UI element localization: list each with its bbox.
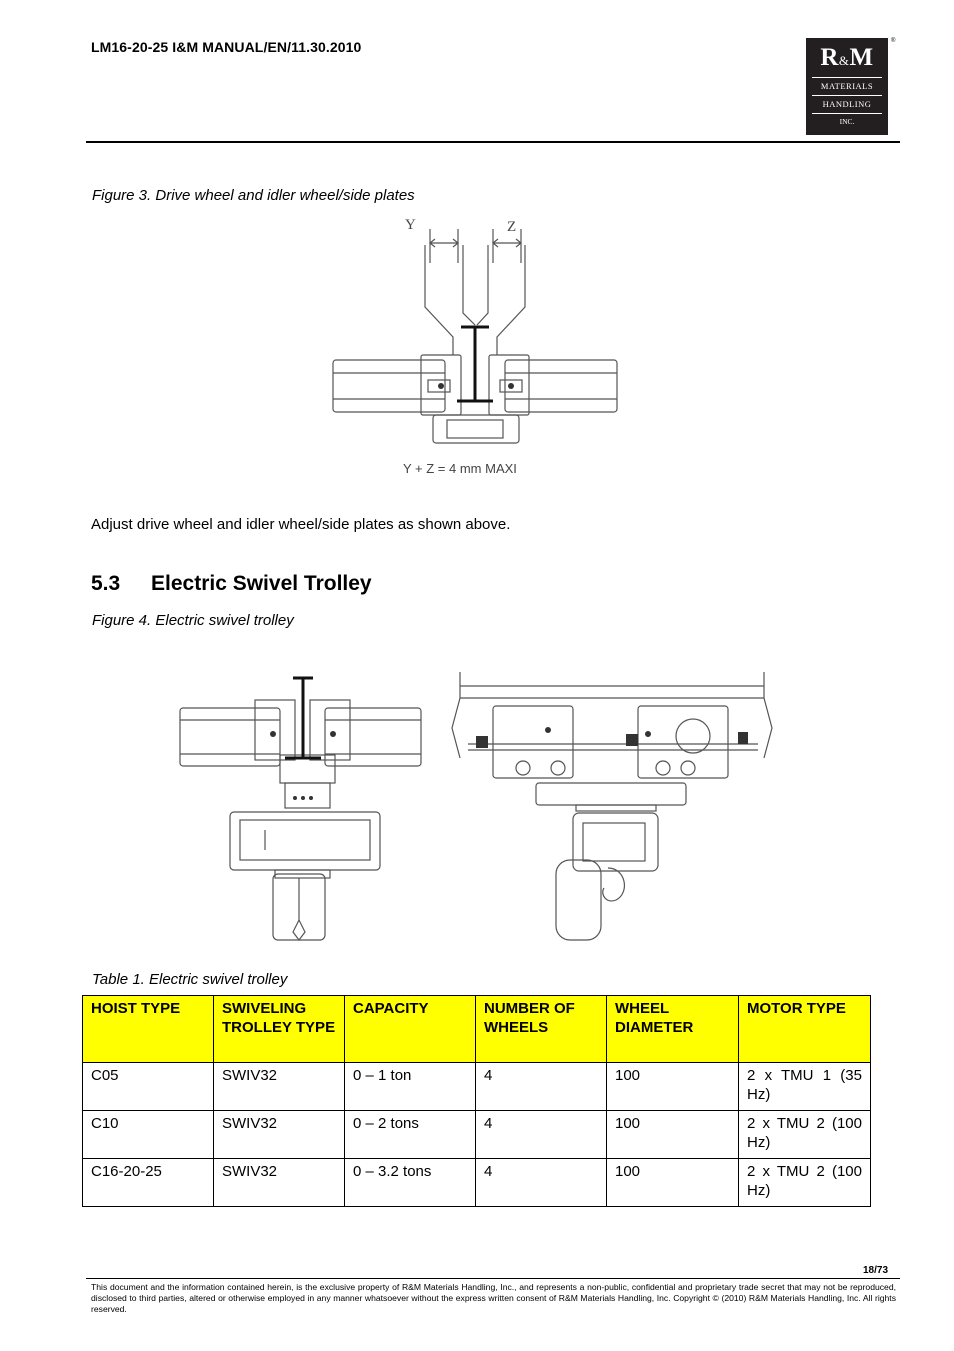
confidentiality-notice: This document and the information contained herein, is the exclusive property of R&M Materials Handling, Inc., and represents a non-public, confidential and proprietary trade secret that may not be reproduced, disclosed to third parties, altered or otherwise employed in any manner whatsoever without the express written consent of R&M Materials Handling, Inc. Copyright © (2010) R&M Materials Handling, Inc. All rights reserved. — [91, 1282, 896, 1314]
table-cell: C10 — [83, 1111, 214, 1159]
table-cell: SWIV32 — [214, 1063, 345, 1111]
electric-swivel-trolley-table — [82, 995, 871, 1207]
figure-4-front-view — [175, 670, 430, 950]
table-row — [83, 1111, 871, 1159]
table-cell: 2 x TMU 1 (35 Hz) — [739, 1063, 871, 1111]
figure-3-caption: Figure 3. Drive wheel and idler wheel/side plates — [92, 187, 415, 204]
table-cell: 2 x TMU 2 (100 Hz) — [739, 1111, 871, 1159]
logo-line-handling: HANDLING — [822, 99, 872, 109]
logo-line-materials: MATERIALS — [820, 81, 874, 91]
col-header-wheel-diameter: WHEEL DIAMETER — [607, 996, 739, 1063]
col-header-trolley-type: SWIVELING TROLLEY TYPE — [214, 996, 345, 1063]
table-cell: 100 — [607, 1159, 739, 1207]
table-cell: 2 x TMU 2 (100 Hz) — [739, 1159, 871, 1207]
figure-3-label-y: Y — [405, 217, 416, 233]
table-header-row — [83, 996, 871, 1063]
table-cell: 4 — [476, 1063, 607, 1111]
col-header-hoist-type: HOIST TYPE — [83, 996, 214, 1063]
logo-line-inc: INC. — [839, 117, 855, 126]
figure-3-formula: Y + Z = 4 mm MAXI — [403, 461, 517, 476]
table-cell: C05 — [83, 1063, 214, 1111]
figure-3-label-z: Z — [507, 219, 517, 235]
table-cell: 100 — [607, 1111, 739, 1159]
registered-mark: ® — [891, 38, 896, 44]
col-header-motor-type: MOTOR TYPE — [739, 996, 871, 1063]
table-cell: 4 — [476, 1159, 607, 1207]
section-number: 5.3 — [91, 572, 121, 595]
table-cell: SWIV32 — [214, 1111, 345, 1159]
col-header-capacity: CAPACITY — [345, 996, 476, 1063]
col-header-wheel-count: NUMBER OF WHEELS — [476, 996, 607, 1063]
table-cell: 100 — [607, 1063, 739, 1111]
table-cell: 4 — [476, 1111, 607, 1159]
table-cell: 0 – 1 ton — [345, 1063, 476, 1111]
figure-3-drawing — [325, 215, 625, 485]
document-id: LM16-20-25 I&M MANUAL/EN/11.30.2010 — [91, 39, 362, 55]
table-1-caption: Table 1. Electric swivel trolley — [92, 971, 288, 988]
adjust-instruction: Adjust drive wheel and idler wheel/side plates as shown above. — [91, 516, 511, 533]
logo-mark: R&M — [820, 44, 874, 71]
page-number: 18/73 — [863, 1265, 889, 1276]
figure-4-caption: Figure 4. Electric swivel trolley — [92, 612, 294, 629]
company-logo — [806, 38, 888, 135]
table-cell: 0 – 3.2 tons — [345, 1159, 476, 1207]
header-divider — [86, 141, 900, 143]
table-row — [83, 1159, 871, 1207]
section-heading — [91, 572, 372, 596]
section-title: Electric Swivel Trolley — [151, 572, 372, 595]
table-row — [83, 1063, 871, 1111]
table-cell: 0 – 2 tons — [345, 1111, 476, 1159]
figure-4-side-view — [448, 668, 778, 950]
table-cell: SWIV32 — [214, 1159, 345, 1207]
table-cell: C16-20-25 — [83, 1159, 214, 1207]
footer-divider — [86, 1278, 900, 1279]
